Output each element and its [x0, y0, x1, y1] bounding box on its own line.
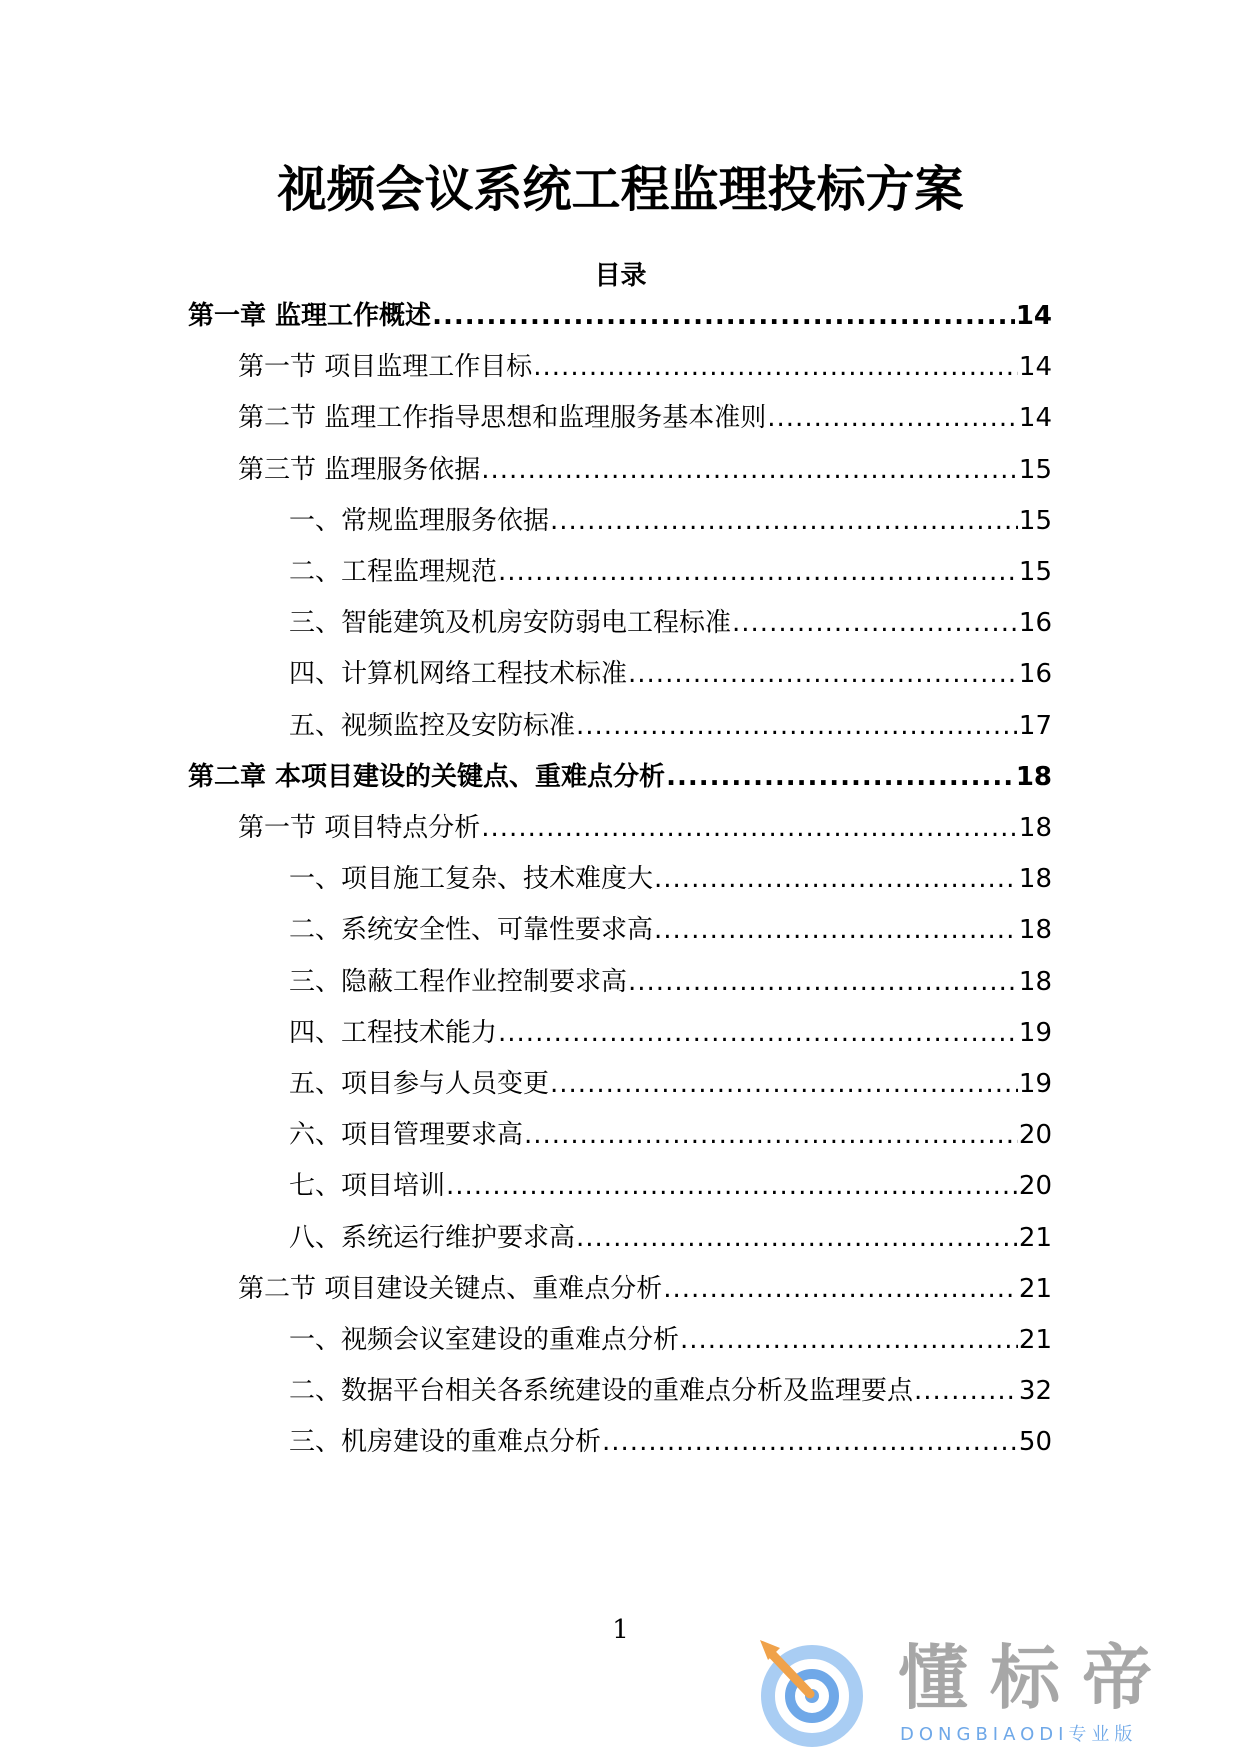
- toc-entry-label: 八、系统运行维护要求高: [289, 1223, 576, 1253]
- toc-dot-leader: [432, 296, 1015, 336]
- toc-dot-leader: [628, 962, 1018, 1002]
- toc-entry-page: 20: [1018, 1120, 1052, 1150]
- toc-entry-page: 18: [1018, 813, 1052, 843]
- toc-entry-page: 15: [1018, 455, 1052, 485]
- toc-entry-page: 21: [1018, 1325, 1052, 1355]
- toc-entry-label: 四、工程技术能力: [289, 1018, 498, 1048]
- toc-dot-leader: [628, 654, 1018, 694]
- toc-entry[interactable]: [238, 1269, 1052, 1309]
- toc-entry-label: 七、项目培训: [289, 1171, 446, 1201]
- toc-entry[interactable]: [289, 1115, 1052, 1155]
- toc-dot-leader: [663, 1269, 1018, 1309]
- toc-entry-label: 第二节 项目建设关键点、重难点分析: [238, 1274, 663, 1304]
- toc-entry-page: 21: [1018, 1223, 1052, 1253]
- watermark-subtitle: DONGBIAODI专业版: [900, 1724, 1138, 1745]
- toc-entry-label: 三、智能建筑及机房安防弱电工程标准: [289, 608, 732, 638]
- toc-entry-label: 第一节 项目特点分析: [238, 813, 481, 843]
- toc-entry-page: 16: [1018, 608, 1052, 638]
- toc-dot-leader: [680, 1320, 1018, 1360]
- toc-entry[interactable]: [188, 296, 1052, 336]
- toc-entry[interactable]: [238, 808, 1052, 848]
- toc-entry-label: 二、系统安全性、可靠性要求高: [289, 915, 654, 945]
- toc-entry-label: 四、计算机网络工程技术标准: [289, 659, 628, 689]
- toc-dot-leader: [732, 603, 1018, 643]
- toc-entry[interactable]: [289, 1013, 1052, 1053]
- page-number: 1: [612, 1615, 629, 1645]
- toc-entry[interactable]: [238, 347, 1052, 387]
- toc-dot-leader: [576, 1218, 1018, 1258]
- toc-entry-page: 15: [1018, 506, 1052, 536]
- toc-entry-label: 三、隐蔽工程作业控制要求高: [289, 967, 628, 997]
- toc-entry-page: 16: [1018, 659, 1052, 689]
- toc-entry[interactable]: [289, 501, 1052, 541]
- toc-entry-label: 二、数据平台相关各系统建设的重难点分析及监理要点: [289, 1376, 914, 1406]
- toc-entry-page: 17: [1018, 711, 1052, 741]
- toc-entry-page: 14: [1015, 301, 1052, 331]
- toc-dot-leader: [481, 450, 1018, 490]
- toc-dot-leader: [481, 808, 1018, 848]
- toc-entry[interactable]: [238, 450, 1052, 490]
- toc-entry[interactable]: [289, 1371, 1052, 1411]
- toc-dot-leader: [498, 552, 1018, 592]
- toc-entry-label: 五、项目参与人员变更: [289, 1069, 550, 1099]
- toc-entry-label: 五、视频监控及安防标准: [289, 711, 576, 741]
- toc-entry-label: 六、项目管理要求高: [289, 1120, 524, 1150]
- toc-entry[interactable]: [289, 1064, 1052, 1104]
- toc-entry[interactable]: [289, 654, 1052, 694]
- toc-entry-page: 20: [1018, 1171, 1052, 1201]
- toc-entry-page: 19: [1018, 1018, 1052, 1048]
- toc-entry-page: 50: [1018, 1427, 1052, 1457]
- toc-entry[interactable]: [289, 910, 1052, 950]
- toc-entry-page: 15: [1018, 557, 1052, 587]
- toc-dot-leader: [576, 706, 1018, 746]
- toc-entry-label: 第三节 监理服务依据: [238, 455, 481, 485]
- toc-entry-page: 19: [1018, 1069, 1052, 1099]
- toc-heading: 目录: [594, 261, 647, 291]
- toc-entry[interactable]: [289, 962, 1052, 1002]
- toc-dot-leader: [524, 1115, 1018, 1155]
- toc-entry-page: 18: [1018, 967, 1052, 997]
- toc-entry-label: 第二章 本项目建设的关键点、重难点分析: [188, 762, 666, 792]
- toc-entry-page: 14: [1018, 352, 1052, 382]
- toc-entry[interactable]: [289, 552, 1052, 592]
- toc-entry[interactable]: [289, 1218, 1052, 1258]
- toc-entry-page: 32: [1018, 1376, 1052, 1406]
- toc-entry-label: 一、视频会议室建设的重难点分析: [289, 1325, 680, 1355]
- toc-entry-label: 第一章 监理工作概述: [188, 301, 432, 331]
- toc-entry-page: 18: [1015, 762, 1052, 792]
- toc-entry-label: 三、机房建设的重难点分析: [289, 1427, 602, 1457]
- watermark: [740, 1630, 1220, 1748]
- toc-dot-leader: [498, 1013, 1018, 1053]
- toc-dot-leader: [767, 398, 1018, 438]
- toc-entry-page: 18: [1018, 864, 1052, 894]
- toc-entry[interactable]: [289, 1422, 1052, 1462]
- toc-entry-label: 第一节 项目监理工作目标: [238, 352, 533, 382]
- toc-dot-leader: [446, 1166, 1018, 1206]
- toc-entry-label: 一、常规监理服务依据: [289, 506, 550, 536]
- toc-entry[interactable]: [188, 757, 1052, 797]
- toc-entry[interactable]: [289, 1166, 1052, 1206]
- toc-entry-page: 18: [1018, 915, 1052, 945]
- toc-dot-leader: [550, 501, 1018, 541]
- toc-entry-label: 二、工程监理规范: [289, 557, 498, 587]
- toc-dot-leader: [666, 757, 1015, 797]
- toc-entry[interactable]: [289, 603, 1052, 643]
- watermark-brand: 懂标帝: [898, 1637, 1174, 1719]
- toc-entry-page: 14: [1018, 403, 1052, 433]
- toc-entry[interactable]: [289, 706, 1052, 746]
- toc-dot-leader: [654, 859, 1018, 899]
- toc-dot-leader: [533, 347, 1018, 387]
- toc-dot-leader: [550, 1064, 1018, 1104]
- toc-entry-label: 第二节 监理工作指导思想和监理服务基本准则: [238, 403, 767, 433]
- toc-entry-label: 一、项目施工复杂、技术难度大: [289, 864, 654, 894]
- toc-dot-leader: [602, 1422, 1018, 1462]
- toc-entry[interactable]: [289, 859, 1052, 899]
- toc-entry[interactable]: [289, 1320, 1052, 1360]
- toc-entry-page: 21: [1018, 1274, 1052, 1304]
- toc-entry[interactable]: [238, 398, 1052, 438]
- toc-dot-leader: [914, 1371, 1018, 1411]
- toc-dot-leader: [654, 910, 1018, 950]
- target-arrow-icon: [740, 1630, 880, 1748]
- page-title: 视频会议系统工程监理投标方案: [277, 161, 964, 218]
